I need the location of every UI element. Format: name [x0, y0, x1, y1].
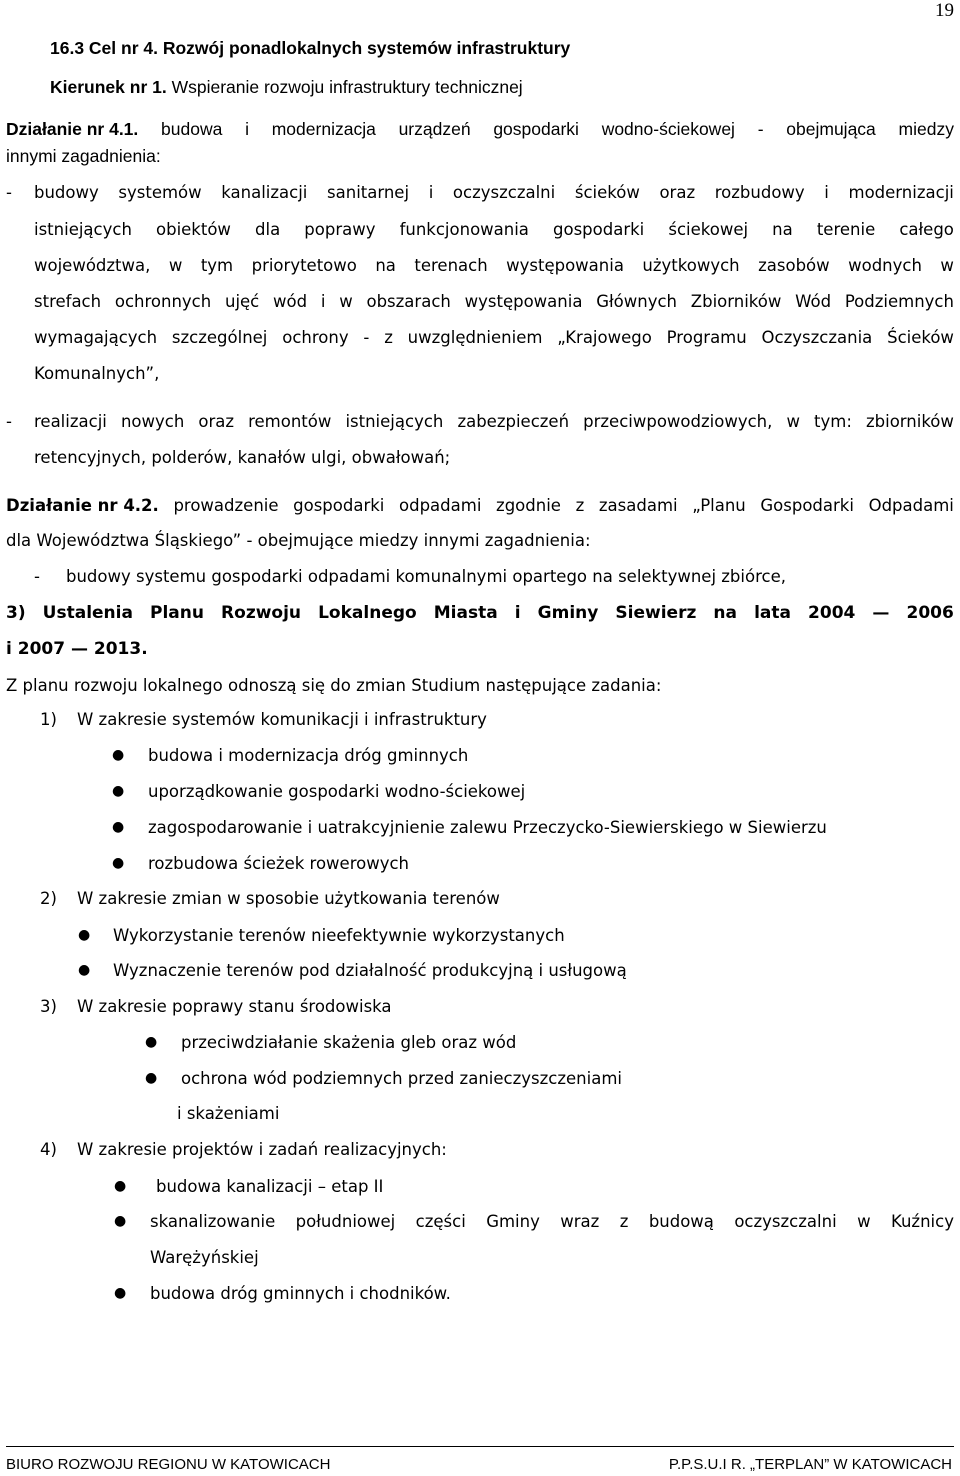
dzialanie-41-line1 [6, 119, 954, 140]
bullet-icon: ● [78, 927, 91, 943]
dzialanie-41-line2: innymi zagadnienia: [6, 146, 161, 166]
dzialanie-41-label: Działanie nr 4.1. [6, 119, 139, 139]
group-title: W zakresie poprawy stanu środowiska [77, 997, 392, 1016]
dzialanie-42-line1: Działanie nr 4.2. prowadzenie gospodarki odpadami zgodnie z zasadami „Planu Gospodarki Odpadami [6, 496, 954, 515]
text-line: strefach ochronnych ujęć wód i w obszarach występowania Głównych Zbiorników Wód Podziemnych [34, 292, 954, 311]
word: wodno-ściekowej [601, 119, 735, 139]
group-title: W zakresie projektów i zadań realizacyjnych: [77, 1140, 447, 1159]
text-line: budowy systemów kanalizacji sanitarnej i oczyszczalni ścieków oraz rozbudowy i modernizacji [34, 183, 954, 202]
dzialanie-42-line2: dla Województwa Śląskiego” - obejmujące miedzy innymi zagadnienia: [6, 531, 591, 550]
group-number: 4) [40, 1140, 57, 1159]
group-number: 1) [40, 710, 57, 729]
list-item: budowa dróg gminnych i chodników. [150, 1284, 451, 1303]
bullet-icon: ● [112, 819, 125, 835]
list-item: uporządkowanie gospodarki wodno-ściekowej [148, 782, 526, 801]
section-3-heading-line2: i 2007 — 2013. [6, 639, 148, 659]
list-item: zagospodarowanie i uatrakcyjnienie zalewu Przeczycko-Siewierskiego w Siewierzu [148, 818, 827, 837]
group-title: W zakresie systemów komunikacji i infrastruktury [77, 710, 487, 729]
bullet-icon: ● [112, 783, 125, 799]
list-dash: - [34, 567, 40, 586]
text-line: retencyjnych, polderów, kanałów ulgi, obwałowań; [34, 448, 451, 467]
dzialanie-42-label: Działanie nr 4.2. [6, 496, 159, 515]
list-item: skanalizowanie południowej części Gminy wraz z budową oczyszczalni w Kuźnicy [150, 1212, 954, 1231]
page-number: 19 [935, 0, 954, 21]
bullet-icon: ● [145, 1070, 158, 1086]
text-line: istniejących obiektów dla poprawy funkcjonowania gospodarki ściekowej na terenie całego [34, 220, 954, 239]
text-line: realizacji nowych oraz remontów istniejących zabezpieczeń przeciwpowodziowych, w tym: zbiorników [34, 412, 954, 431]
text-line: Komunalnych”, [34, 364, 160, 383]
list-item: budowa i modernizacja dróg gminnych [148, 746, 469, 765]
bullet-icon: ● [112, 747, 125, 763]
kierunek-label: Kierunek nr 1. [50, 77, 167, 97]
footer-right: P.P.S.U.I R. „TERPLAN” W KATOWICACH [668, 1456, 952, 1473]
list-item: Wykorzystanie terenów nieefektywnie wykorzystanych [113, 926, 565, 945]
kierunek-text: Wspieranie rozwoju infrastruktury technicznej [166, 77, 523, 97]
list-item: rozbudowa ścieżek rowerowych [148, 854, 410, 873]
word: miedzy [898, 119, 954, 139]
bullet-icon: ● [114, 1213, 127, 1229]
list-dash: - [6, 183, 12, 202]
word: obejmująca [786, 119, 876, 139]
footer-left: BIURO ROZWOJU REGIONU W KATOWICACH [6, 1456, 331, 1473]
kierunek-heading [50, 77, 523, 98]
list-item: przeciwdziałanie skażenia gleb oraz wód [181, 1033, 517, 1052]
list-dash: - [6, 412, 12, 431]
bullet-icon: ● [145, 1034, 158, 1050]
word: budowa [161, 119, 223, 139]
word: - [757, 119, 764, 139]
group-title: W zakresie zmian w sposobie użytkowania terenów [77, 889, 500, 908]
list-item: ochrona wód podziemnych przed zanieczyszczeniami [181, 1069, 622, 1088]
list-item-continuation: Warężyńskiej [150, 1248, 259, 1267]
word: gospodarki [493, 119, 579, 139]
bullet-icon: ● [112, 855, 125, 871]
list-item: budowa kanalizacji – etap II [156, 1177, 384, 1196]
bullet-icon: ● [78, 962, 91, 978]
group-number: 2) [40, 889, 57, 908]
bullet-icon: ● [114, 1285, 127, 1301]
text-line: budowy systemu gospodarki odpadami komunalnymi opartego na selektywnej zbiórce, [66, 567, 786, 586]
list-item: Wyznaczenie terenów pod działalność produkcyjną i usługową [113, 961, 627, 980]
text-line: wymagających szczególnej ochrony - z uwzględnieniem „Krajowego Programu Oczyszczania Ścieków [34, 328, 954, 347]
group-number: 3) [40, 997, 57, 1016]
footer-divider [6, 1446, 954, 1447]
word: i [245, 119, 249, 139]
bullet-icon: ● [114, 1178, 127, 1194]
section-3-heading: 3) Ustalenia Planu Rozwoju Lokalnego Miasta i Gminy Siewierz na lata 2004 — 2006 [6, 603, 954, 623]
word: modernizacja [271, 119, 376, 139]
list-item-continuation: i skażeniami [177, 1104, 280, 1123]
word: urządzeń [398, 119, 471, 139]
section-3-intro: Z planu rozwoju lokalnego odnoszą się do zmian Studium następujące zadania: [6, 676, 662, 695]
text-line: województwa, w tym priorytetowo na terenach występowania użytkowych zasobów wodnych w [34, 256, 954, 275]
section-heading: 16.3 Cel nr 4. Rozwój ponadlokalnych systemów infrastruktury [50, 38, 571, 58]
